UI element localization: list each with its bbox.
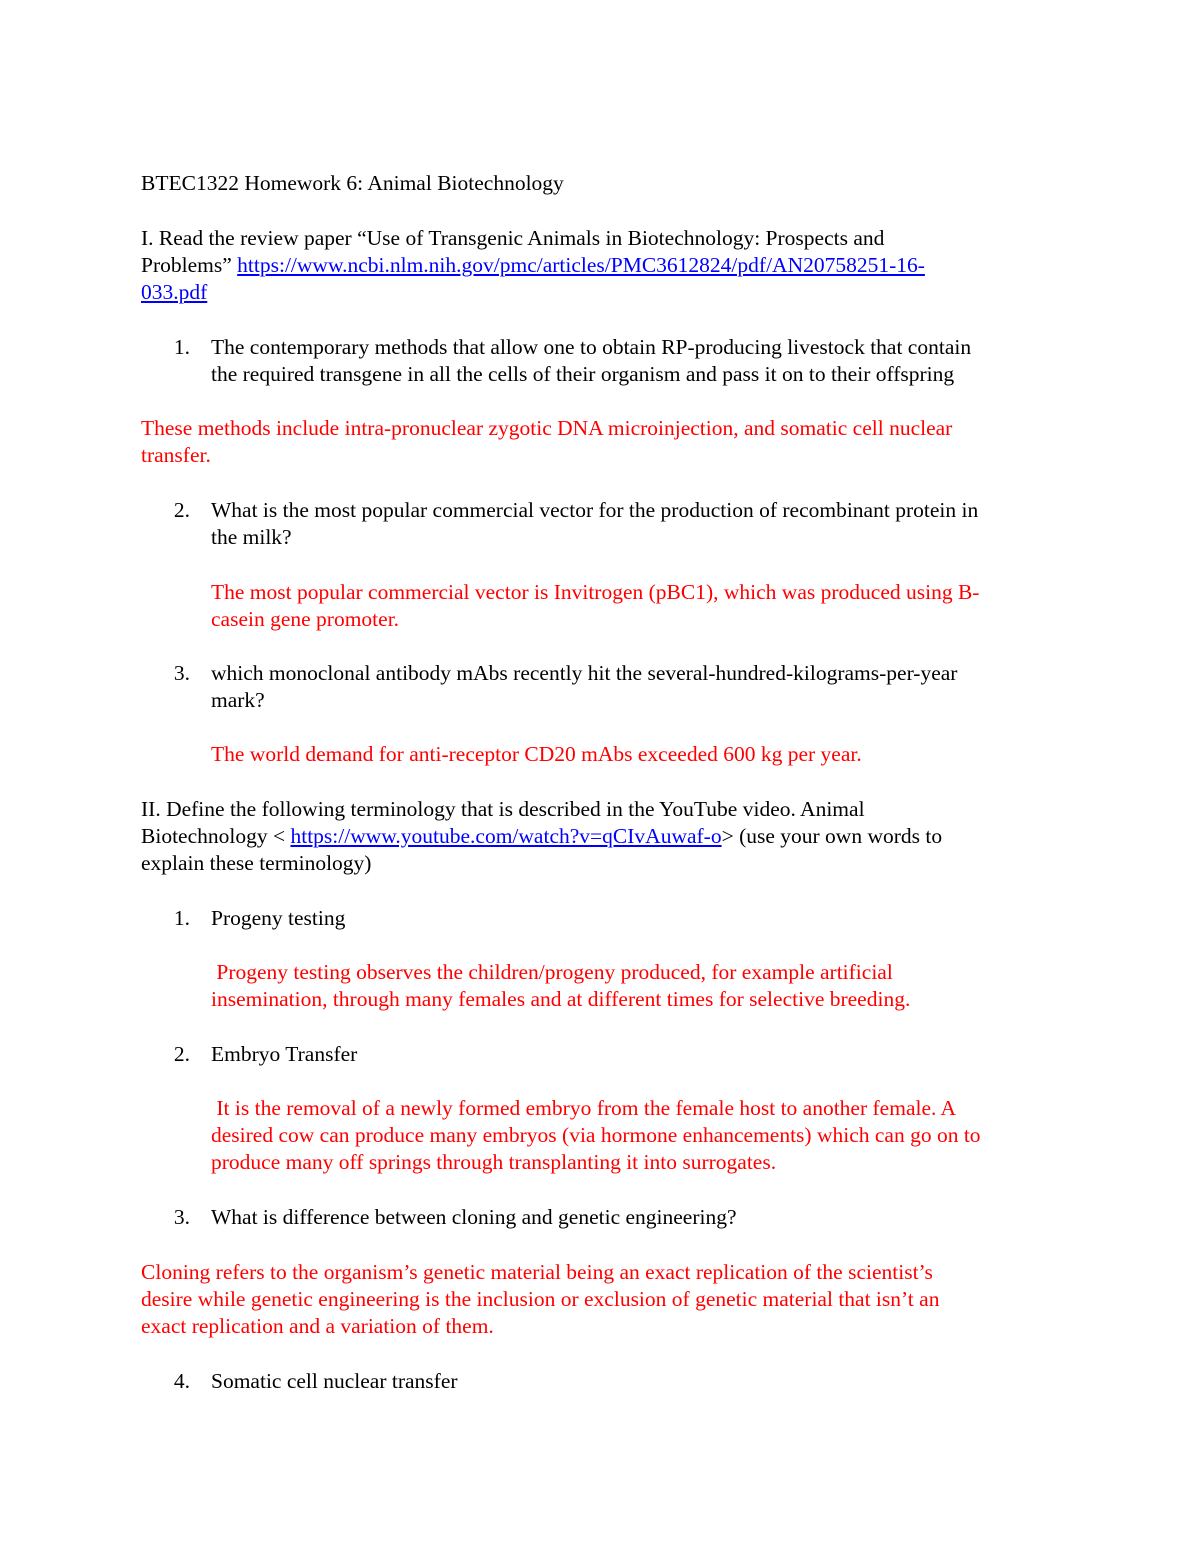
- question2-number: 2.: [173, 498, 190, 522]
- answer2-line1: The most popular commercial vector is Invitrogen (pBC1), which was produced using B-: [211, 580, 980, 604]
- ncbi-link-continued[interactable]: 033.pdf: [141, 280, 208, 304]
- term1-label: Progeny testing: [211, 906, 346, 930]
- section1-intro-text: Problems”: [141, 253, 238, 277]
- term2-label: Embryo Transfer: [211, 1042, 358, 1066]
- question2-line2: the milk?: [211, 525, 292, 549]
- term3-number: 3.: [173, 1205, 190, 1229]
- definition2-line1: It is the removal of a newly formed embryo from the female host to another female. A: [211, 1096, 957, 1120]
- question1-line2: the required transgene in all the cells of their organism and pass it on to their offspring: [211, 362, 955, 386]
- definition1-line1: Progeny testing observes the children/progeny produced, for example artificial: [211, 960, 893, 984]
- ncbi-link[interactable]: https://www.ncbi.nlm.nih.gov/pmc/articles/PMC3612824/pdf/AN20758251-16-: [237, 253, 925, 277]
- section2-intro-line2: [141, 823, 942, 850]
- term3-label: What is difference between cloning and genetic engineering?: [211, 1205, 737, 1229]
- section2-intro-line1: II. Define the following terminology that is described in the YouTube video. Animal: [141, 797, 865, 821]
- question2-line1: What is the most popular commercial vector for the production of recombinant protein in: [211, 498, 979, 522]
- section2-intro-line3: explain these terminology): [141, 851, 372, 875]
- youtube-link[interactable]: https://www.youtube.com/watch?v=qCIvAuwaf-o: [290, 824, 722, 848]
- definition3-line3: exact replication and a variation of them.: [141, 1314, 494, 1338]
- answer2-line2: casein gene promoter.: [211, 607, 400, 631]
- term1-number: 1.: [173, 906, 190, 930]
- term4-label: Somatic cell nuclear transfer: [211, 1369, 458, 1393]
- answer3-line1: The world demand for anti-receptor CD20 mAbs exceeded 600 kg per year.: [211, 742, 862, 766]
- definition2-line2: desired cow can produce many embryos (via hormone enhancements) which can go on to: [211, 1123, 981, 1147]
- definition3-line2: desire while genetic engineering is the inclusion or exclusion of genetic material that isn’t an: [141, 1287, 940, 1311]
- question3-line2: mark?: [211, 688, 265, 712]
- question1-line1: The contemporary methods that allow one to obtain RP-producing livestock that contain: [211, 335, 972, 359]
- section2-intro-before: Biotechnology <: [141, 824, 291, 848]
- answer1-line2: transfer.: [141, 443, 211, 467]
- document-title: BTEC1322 Homework 6: Animal Biotechnology: [141, 171, 564, 195]
- question3-line1: which monoclonal antibody mAbs recently hit the several-hundred-kilograms-per-year: [211, 661, 958, 685]
- term2-number: 2.: [173, 1042, 190, 1066]
- term4-number: 4.: [173, 1369, 190, 1393]
- definition2-line3: produce many off springs through transplanting it into surrogates.: [211, 1150, 777, 1174]
- section2-intro-after: > (use your own words to: [721, 824, 943, 848]
- question1-number: 1.: [173, 335, 190, 359]
- answer1-line1: These methods include intra-pronuclear zygotic DNA microinjection, and somatic cell nuclear: [141, 416, 953, 440]
- definition3-line1: Cloning refers to the organism’s genetic material being an exact replication of the scientist’s: [141, 1260, 933, 1284]
- section1-intro-line2: [141, 252, 925, 279]
- definition1-line2: insemination, through many females and at different times for selective breeding.: [211, 987, 911, 1011]
- question3-number: 3.: [173, 661, 190, 685]
- section1-intro-line1: I. Read the review paper “Use of Transgenic Animals in Biotechnology: Prospects and: [141, 226, 885, 250]
